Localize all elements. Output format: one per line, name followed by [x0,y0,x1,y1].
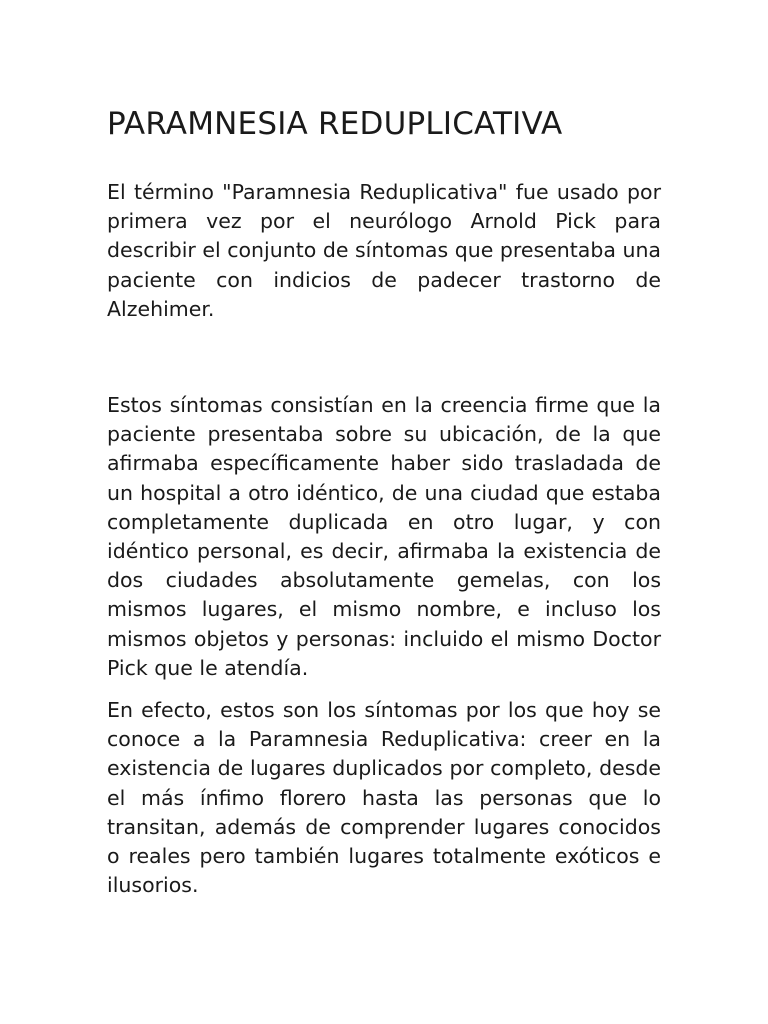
document-title: PARAMNESIA REDUPLICATIVA [107,106,563,142]
document-body [107,102,661,900]
paragraph-symptoms: Estos síntomas consistían en la creencia firme que la paciente presentaba sobre su ubicación, de la que afirmaba específicamente haber sido trasladada de un hospital a otro idéntico, de una ciudad que estaba completamente duplicada en otro lugar, y con idéntico personal, es decir, afirmaba la existencia de dos ciudades absolutamente gemelas, con los mismos lugares, el mismo nombre, e incluso los mismos objetos y personas: incluido el mismo Doctor Pick que le atendía. [107,393,661,680]
paragraph-conclusion: En efecto, estos son los síntomas por los que hoy se conoce a la Paramnesia Reduplicativa: creer en la existencia de lugares duplicados por completo, desde el más ínfimo florero hasta las personas que lo transitan, además de comprender lugares conocidos o reales pero también lugares totalmente exóticos e ilusorios. [107,698,661,898]
paragraph-intro: El término "Paramnesia Reduplicativa" fue usado por primera vez por el neurólogo Arnold Pick para describir el conjunto de síntomas que presentaba una paciente con indicios de padecer trastorno de Alzehimer. [107,180,661,321]
